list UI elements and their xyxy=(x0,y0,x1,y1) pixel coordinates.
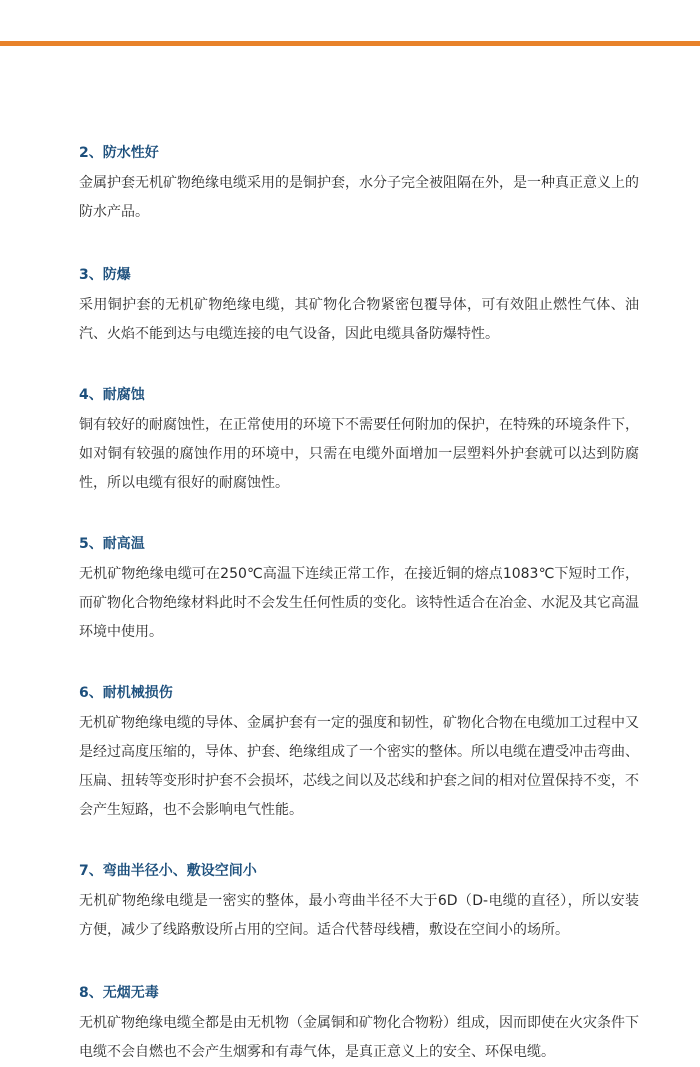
document-body xyxy=(79,143,639,1067)
section-bend-radius xyxy=(79,861,639,945)
section-heading: 4、耐腐蚀 xyxy=(79,387,145,403)
section-paragraph: 铜有较好的耐腐蚀性，在正常使用的环境下不需要任何附加的保护，在特殊的环境条件下，如对铜有较强的腐蚀作用的环境中，只需在电缆外面增加一层塑料外护套就可以达到防腐性，所以电缆有很好的耐腐蚀性。 xyxy=(79,417,639,491)
section-paragraph: 无机矿物绝缘电缆是一密实的整体，最小弯曲半径不大于6D（D-电缆的直径），所以安装方便，减少了线路敷设所占用的空间。适合代替母线槽，敷设在空间小的场所。 xyxy=(79,893,639,938)
section-high-temperature xyxy=(79,534,639,647)
section-smoke-free xyxy=(79,983,639,1067)
section-corrosion-resistance xyxy=(79,385,639,498)
section-paragraph: 金属护套无机矿物绝缘电缆采用的是铜护套，水分子完全被阻隔在外，是一种真正意义上的防水产品。 xyxy=(79,175,639,220)
section-heading: 6、耐机械损伤 xyxy=(79,685,173,701)
section-heading: 7、弯曲半径小、敷设空间小 xyxy=(79,863,257,879)
section-heading: 8、无烟无毒 xyxy=(79,985,159,1001)
section-heading: 2、防水性好 xyxy=(79,145,159,161)
section-paragraph: 采用铜护套的无机矿物绝缘电缆，其矿物化合物紧密包覆导体，可有效阻止燃性气体、油汽、火焰不能到达与电缆连接的电气设备，因此电缆具备防爆特性。 xyxy=(79,297,639,342)
section-paragraph: 无机矿物绝缘电缆全都是由无机物（金属铜和矿物化合物粉）组成，因而即使在火灾条件下电缆不会自燃也不会产生烟雾和有毒气体，是真正意义上的安全、环保电缆。 xyxy=(79,1015,639,1060)
header-accent-bar xyxy=(0,41,700,46)
section-explosion-proof xyxy=(79,265,639,349)
section-paragraph: 无机矿物绝缘电缆可在250℃高温下连续正常工作，在接近铜的熔点1083℃下短时工作，而矿物化合物绝缘材料此时不会发生任何性质的变化。该特性适合在冶金、水泥及其它高温环境中使用。 xyxy=(79,566,639,640)
section-mechanical-damage xyxy=(79,683,639,825)
section-waterproof xyxy=(79,143,639,227)
section-paragraph: 无机矿物绝缘电缆的导体、金属护套有一定的强度和韧性，矿物化合物在电缆加工过程中又是经过高度压缩的，导体、护套、绝缘组成了一个密实的整体。所以电缆在遭受冲击弯曲、压扁、扭转等变形时护套不会损坏，芯线之间以及芯线和护套之间的相对位置保持不变，不会产生短路，也不会影响电气性能。 xyxy=(79,715,639,818)
section-heading: 5、耐高温 xyxy=(79,536,145,552)
section-heading: 3、防爆 xyxy=(79,267,131,283)
